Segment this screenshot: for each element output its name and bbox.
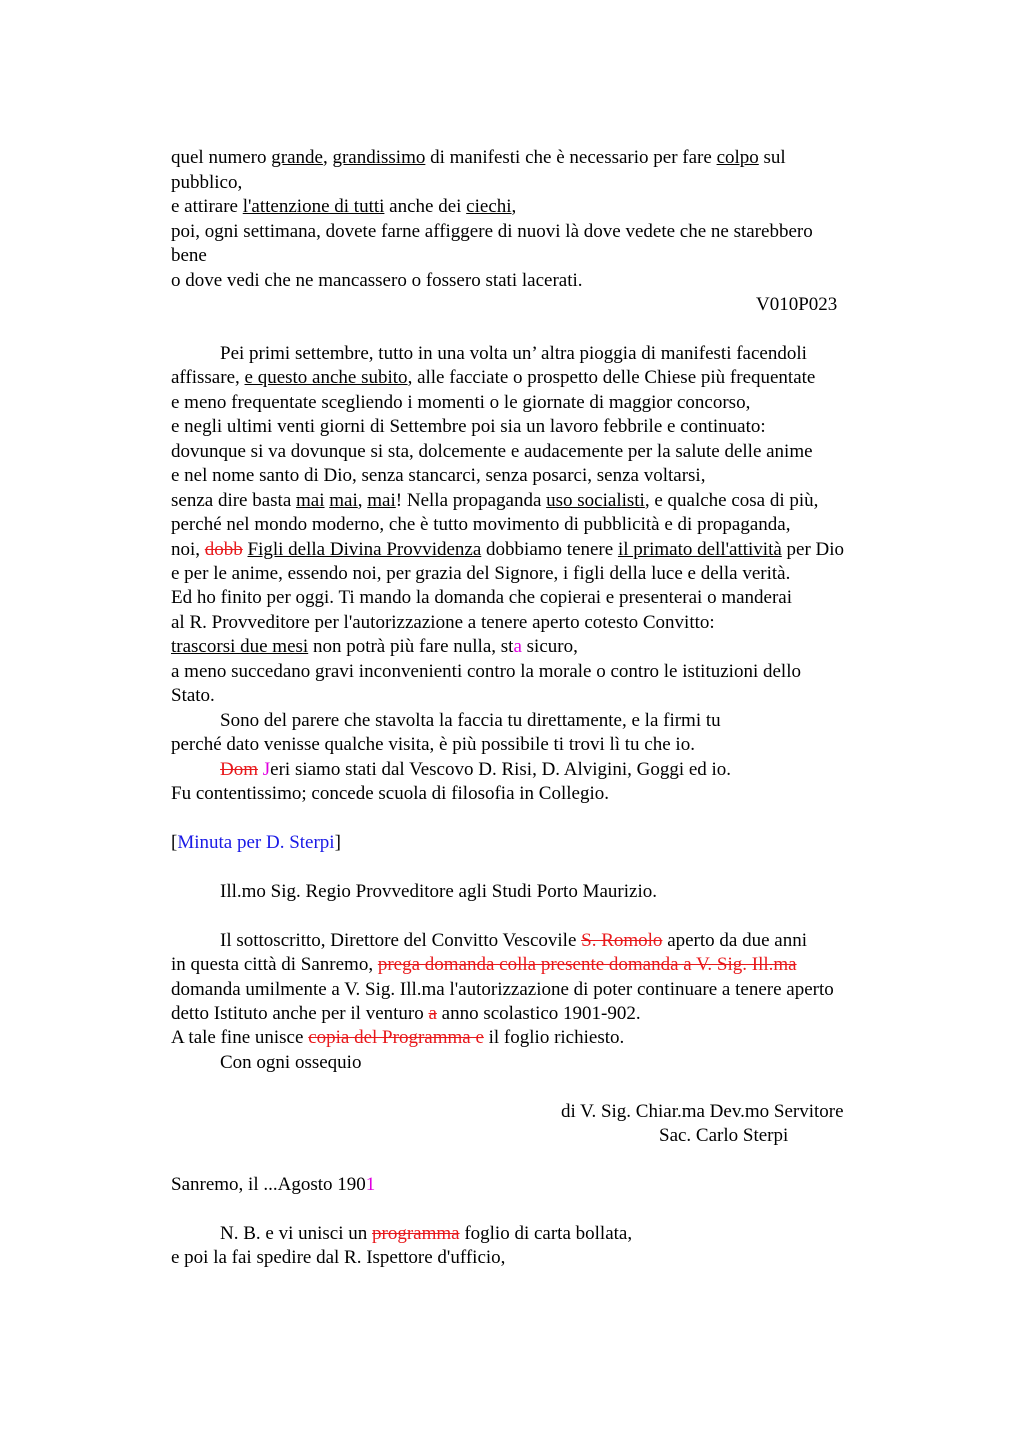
text-segment: il foglio richiesto. (483, 1027, 625, 1048)
text-line: a meno succedano gravi inconvenienti contro la morale o contro le istituzioni dello (171, 661, 801, 682)
deleted-text: programma (372, 1223, 460, 1244)
text-segment: e attirare (171, 196, 243, 217)
text-segment: non potrà più fare nulla, st (308, 636, 514, 657)
underlined-text: ciechi (466, 196, 512, 217)
text-segment: eri siamo stati dal Vescovo D. Risi, D. Alvigini, Goggi ed io. (270, 759, 732, 780)
text-line (171, 953, 797, 977)
inserted-text: J (262, 759, 271, 780)
underlined-text: l'attenzione di tutti (242, 196, 385, 217)
underlined-text: grandissimo (332, 147, 426, 168)
inserted-text: a (513, 636, 522, 657)
address-line: Ill.mo Sig. Regio Provveditore agli Studi Porto Maurizio. (220, 881, 657, 902)
underlined-text: mai (296, 490, 325, 511)
text-line: perché nel mondo moderno, che è tutto movimento di pubblicità e di propaganda, (171, 514, 791, 535)
text-segment: , (357, 490, 368, 511)
text-segment: noi, (171, 539, 205, 560)
text-line (171, 1026, 624, 1050)
text-line: bene (171, 245, 207, 266)
deleted-text: copia del Programma e (308, 1027, 484, 1048)
bracket: ] (334, 832, 341, 853)
text-segment: dobbiamo tenere (481, 539, 618, 560)
text-segment: Il sottoscritto, Direttore del Convitto Vescovile (220, 930, 582, 951)
heading-title: Minuta per D. Sterpi (177, 832, 335, 853)
text-line: e poi la fai spedire dal R. Ispettore d'ufficio, (171, 1247, 506, 1268)
page-reference: V010P023 (756, 294, 838, 315)
text-line (171, 1002, 641, 1026)
text-segment: senza dire basta (171, 490, 297, 511)
deleted-text: a (428, 1003, 437, 1024)
text-segment: anno scolastico 1901-902. (436, 1003, 641, 1024)
underlined-text: colpo (716, 147, 759, 168)
text-segment: foglio di carta bollata, (459, 1223, 633, 1244)
text-segment: quel numero (171, 147, 272, 168)
text-segment: , (511, 196, 517, 217)
section-heading (171, 831, 341, 855)
bracket: [ (171, 832, 178, 853)
underlined-text: mai (329, 490, 358, 511)
text-line: e nel nome santo di Dio, senza stancarci, senza posarci, senza voltarsi, (171, 465, 706, 486)
signature-line: di V. Sig. Chiar.ma Dev.mo Servitore (561, 1101, 844, 1122)
text-line (171, 146, 786, 170)
text-line: o dove vedi che ne mancassero o fossero stati lacerati. (171, 270, 583, 291)
underlined-text: mai (367, 490, 396, 511)
text-line (171, 366, 815, 390)
text-segment: affissare, (171, 367, 245, 388)
text-line: poi, ogni settimana, dovete farne affiggere di nuovi là dove vedete che ne starebbero (171, 221, 813, 242)
text-line (220, 929, 807, 953)
text-segment: aperto da due anni (662, 930, 807, 951)
text-line: Sono del parere che stavolta la faccia tu direttamente, e la firmi tu (220, 710, 721, 731)
text-segment: per Dio (781, 539, 845, 560)
text-segment: sicuro, (521, 636, 578, 657)
text-segment: sul (758, 147, 786, 168)
text-line: Con ogni ossequio (220, 1052, 362, 1073)
text-segment: Sanremo, il ...Agosto 190 (171, 1174, 366, 1195)
underlined-text: Figli della Divina Provvidenza (247, 539, 482, 560)
underlined-text: e questo anche subito (244, 367, 408, 388)
text-line (171, 538, 844, 562)
deleted-text: prega domanda colla presente domanda a V. Sig. Ill.ma (377, 954, 797, 975)
text-segment: , (322, 147, 333, 168)
text-line: perché dato venisse qualche visita, è più possibile ti trovi lì tu che io. (171, 734, 695, 755)
text-segment: ! Nella propaganda (395, 490, 547, 511)
text-segment: N. B. e vi unisci un (220, 1223, 372, 1244)
text-line (171, 195, 516, 219)
text-line: e meno frequentate scegliendo i momenti o le giornate di maggior concorso, (171, 392, 751, 413)
text-segment: anche dei (384, 196, 467, 217)
text-segment: in questa città di Sanremo, (171, 954, 378, 975)
date-line (171, 1173, 375, 1197)
text-segment: , alle facciate o prospetto delle Chiese più frequentate (407, 367, 816, 388)
text-line (220, 1222, 632, 1246)
text-line: e per le anime, essendo noi, per grazia del Signore, i figli della luce e della verità. (171, 563, 791, 584)
text-line (171, 635, 578, 659)
text-segment: di manifesti che è necessario per fare (425, 147, 717, 168)
underlined-text: grande (271, 147, 323, 168)
text-line: Ed ho finito per oggi. Ti mando la domanda che copierai e presenterai o manderai (171, 587, 793, 608)
inserted-text: 1 (365, 1174, 376, 1195)
text-line: e negli ultimi venti giorni di Settembre poi sia un lavoro febbrile e continuato: (171, 416, 766, 437)
underlined-text: trascorsi due mesi (171, 636, 309, 657)
text-line: Fu contentissimo; concede scuola di filosofia in Collegio. (171, 783, 609, 804)
text-line (171, 489, 818, 513)
text-line: al R. Provveditore per l'autorizzazione a tenere aperto cotesto Convitto: (171, 612, 715, 633)
underlined-text: il primato dell'attività (617, 539, 782, 560)
text-line: pubblico, (171, 172, 243, 193)
text-segment: , e qualche cosa di più, (644, 490, 819, 511)
signature-name: Sac. Carlo Sterpi (659, 1125, 789, 1146)
text-line: Pei primi settembre, tutto in una volta un’ altra pioggia di manifesti facendoli (220, 343, 807, 364)
deleted-text: Dom (220, 759, 258, 780)
underlined-text: uso socialisti (546, 490, 645, 511)
text-segment: detto Istituto anche per il venturo (171, 1003, 429, 1024)
text-line (220, 758, 731, 782)
text-line: domanda umilmente a V. Sig. Ill.ma l'autorizzazione di poter continuare a tenere aperto (171, 979, 834, 1000)
deleted-text: S. Romolo (581, 930, 663, 951)
text-segment: A tale fine unisce (171, 1027, 309, 1048)
text-line: Stato. (171, 685, 215, 706)
deleted-text: dobb (204, 539, 243, 560)
text-line: dovunque si va dovunque si sta, dolcemente e audacemente per la salute delle anime (171, 441, 813, 462)
